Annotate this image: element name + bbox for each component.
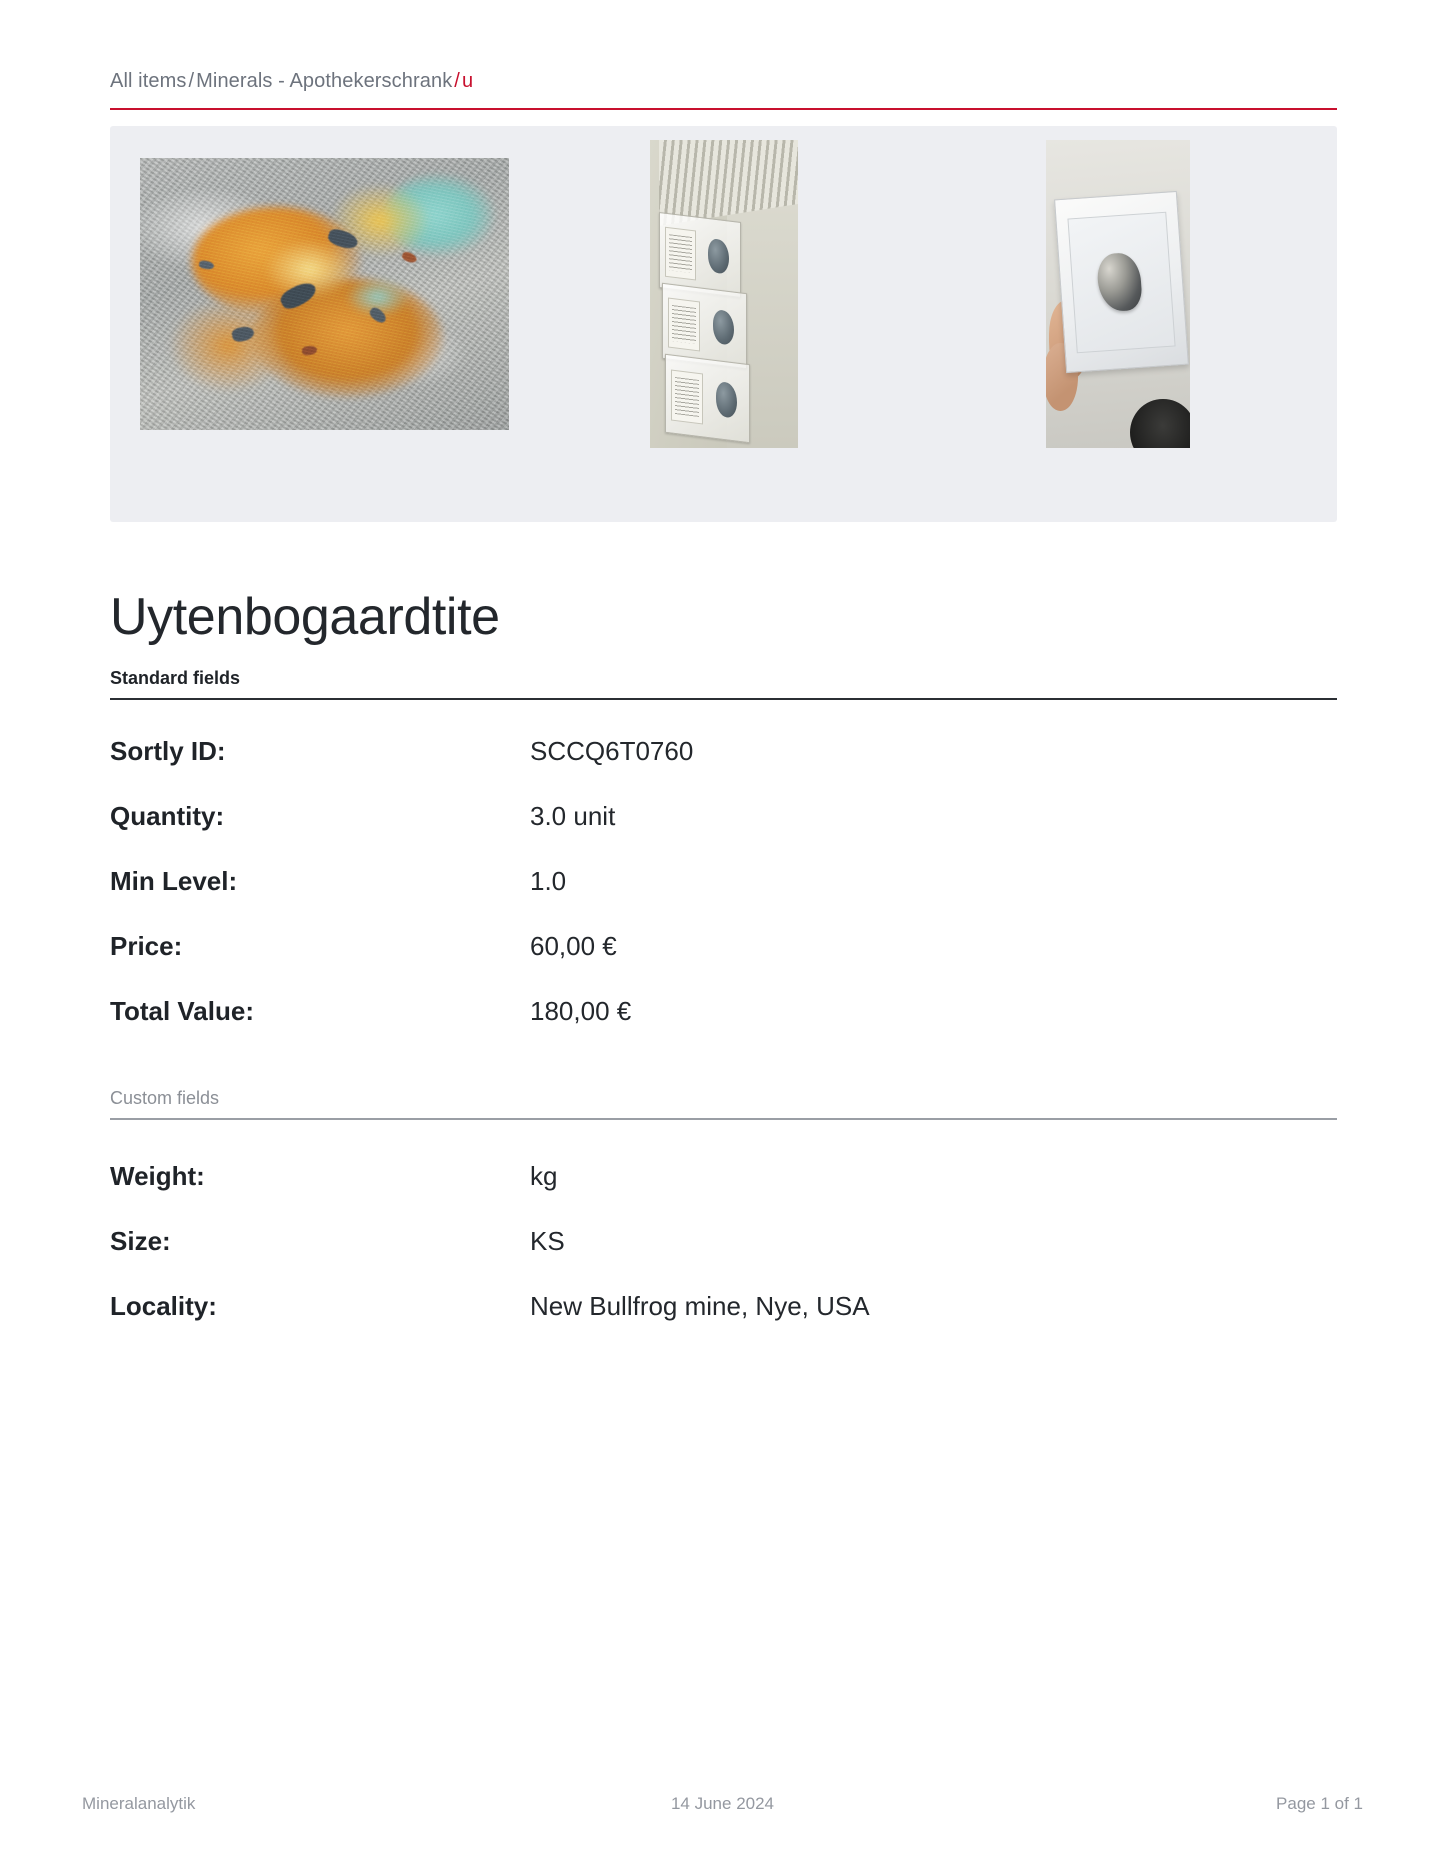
field-row-size [110,1225,1337,1290]
breadcrumb [110,68,1337,94]
field-row-weight [110,1160,1337,1225]
field-value: kg [530,1161,558,1191]
field-row-locality [110,1290,1337,1355]
standard-fields-list [110,735,1337,1060]
field-label: Sortly ID: [110,736,226,766]
standard-fields-section [110,667,1337,700]
breadcrumb-item-current: u [461,70,474,92]
shelf-photo-box-label [665,227,696,280]
footer-owner-label: Mineralanalytik [82,1794,196,1813]
breadcrumb-separator-last: / [454,70,460,92]
field-row-min-level [110,865,1337,930]
shelf-photo-box-label [668,298,700,351]
shelf-specimen-boxes-photo[interactable] [650,140,798,448]
shelf-photo-box-label [671,369,703,424]
breadcrumb-separator: / [188,70,195,92]
field-row-total-value [110,995,1337,1060]
field-value: 1.0 [530,866,567,896]
page-footer [82,1793,1363,1815]
page-title: Uytenbogaardtite [110,587,500,646]
custom-fields-section [110,1087,1337,1120]
breadcrumb-item-minerals-apothekerschrank[interactable]: Minerals - Apothekerschrank [196,70,453,92]
field-value: 60,00 € [530,931,617,961]
standard-fields-heading: Standard fields [110,667,1337,700]
field-value: 180,00 € [530,996,632,1026]
field-label: Total Value: [110,996,254,1026]
hand-photo-specimen [1097,252,1144,313]
field-value: KS [530,1226,565,1256]
field-row-quantity [110,800,1337,865]
field-label: Locality: [110,1291,217,1321]
shelf-photo-specimen [716,381,738,419]
field-row-price [110,930,1337,995]
image-gallery [110,126,1337,522]
hand-holding-specimen-box-photo[interactable] [1046,140,1190,448]
field-row-sortly-id [110,735,1337,800]
breadcrumb-item-all-items[interactable]: All items [110,70,187,92]
field-label: Quantity: [110,801,225,831]
ore-macro-photo[interactable] [140,158,509,430]
shelf-photo-specimen [713,309,735,346]
field-label: Weight: [110,1161,205,1191]
field-value: SCCQ6T0760 [530,736,694,766]
hand-photo-tray-interior [1068,212,1176,353]
field-label: Size: [110,1226,171,1256]
field-value: 3.0 unit [530,801,616,831]
custom-fields-list [110,1160,1337,1355]
hand-photo-specimen-tray [1054,191,1189,374]
footer-date-label: 14 June 2024 [670,1794,775,1813]
field-label: Min Level: [110,866,238,896]
custom-fields-heading: Custom fields [110,1087,1337,1120]
shelf-photo-specimen [708,238,729,275]
field-label: Price: [110,931,183,961]
ore-photo-texture-overlay [140,158,509,430]
field-value: New Bullfrog mine, Nye, USA [530,1291,870,1321]
shelf-photo-specimen-box [665,353,750,442]
breadcrumb-underline-rule [110,108,1337,110]
footer-page-number-label: Page 1 of 1 [1276,1794,1363,1813]
